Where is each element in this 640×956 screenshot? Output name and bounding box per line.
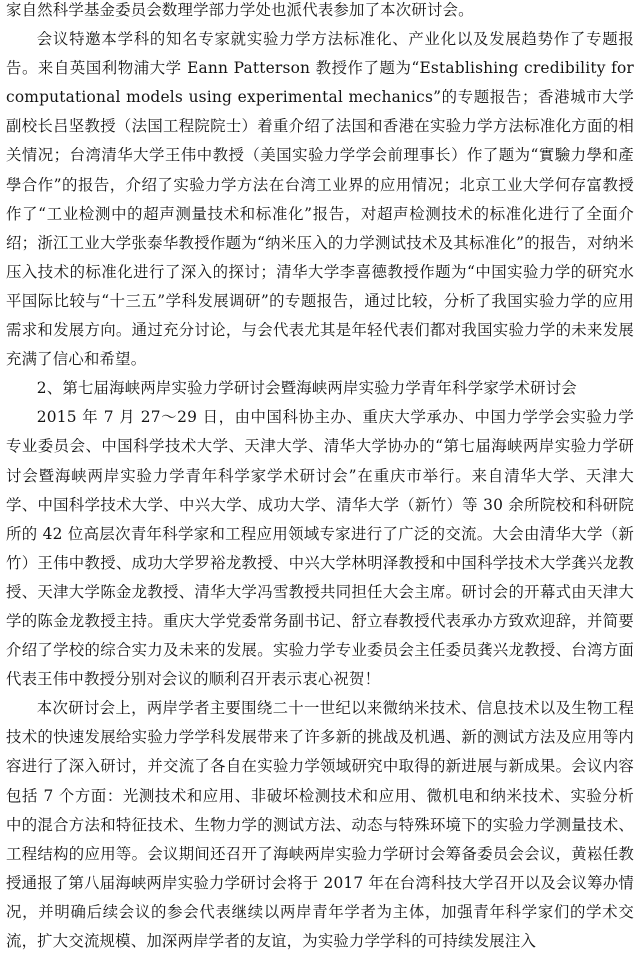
paragraph-symposium-topics: 本次研讨会上，两岸学者主要围绕二十一世纪以来微纳米技术、信息技术以及生物工程技术的快速发展给实验力学学科发展带来了许多新的挑战及机遇、新的测试方法及应用等内容进行了深入研讨，并交流了各自在实验力学领域研究中取得的新进展与新成果。会议内容包括 7 个方面：光测技术和应用、非破坏检测技术和应用、微机电和纳米技术、实验分析中的混合方法和特征技术、生物力学的测试方法、动态与特殊环境下的实验力学测量技术、工程结构的应用等。会议期间还召开了海峡两岸实验力学研讨会筹备委员会会议，黄崧任教授通报了第八届海峡两岸实验力学研讨会将于 2017 年在台湾科技大学召开以及会议筹办情况，并明确后续会议的参会代表继续以两岸青年学者为主体，加强青年科学家们的学术交流，扩大交流规模、加深两岸学者的友谊，为实验力学学科的可持续发展注入: [6, 699, 634, 950]
section-heading-seventh-symposium: 2、第七届海峡两岸实验力学研讨会暨海峡两岸实验力学青年科学家学术研讨会: [36, 379, 577, 398]
document-page: [6, 0, 634, 956]
paragraph-continuation: 家自然科学基金委员会数理学部力学处也派代表参加了本次研讨会。: [6, 1, 474, 19]
paragraph-symposium-overview: 2015 年 7 月 27～29 日，由中国科协主办、重庆大学承办、中国力学学会实验力学专业委员会、中国科学技术大学、天津大学、清华大学协办的“第七届海峡两岸实验力学研讨会暨海峡两岸实验力学青年科学家学术研讨会”在重庆市举行。来自清华大学、天津大学、中国科学技术大学、中兴大学、成功大学、清华大学（新竹）等 30 余所院校和科研院所的 42 位高层次青年科学家和工程应用领域专家进行了广泛的交流。大会由清华大学（新竹）王伟中教授、成功大学罗裕龙教授、中兴大学林明泽教授和中国科学技术大学龚兴龙教授、天津大学陈金龙教授、清华大学冯雪教授共同担任大会主席。研讨会的开幕式由天津大学的陈金龙教授主持。重庆大学党委常务副书记、舒立春教授代表承办方致欢迎辞，并简要介绍了学校的综合实力及未来的发展。实验力学专业委员会主任委员龚兴龙教授、台湾方面代表王伟中教授分别对会议的顺利召开表示衷心祝贺！: [6, 408, 634, 689]
paragraph-keynote-reports: 会议特邀本学科的知名专家就实验力学方法标准化、产业化以及发展趋势作了专题报告。来自英国利物浦大学 Eann Patterson 教授作了题为“Establishing credibility for computational models using experimental mechanics”的专题报告；香港城市大学副校长吕坚教授（法国工程院院士）着重介绍了法国和香港在实验力学方法标准化方面的相关情况；台湾清华大学王伟中教授（美国实验力学学会前理事长）作了题为“實驗力學和產學合作”的报告，介绍了实验力学方法在台湾工业界的应用情况；北京工业大学何存富教授作了“工业检测中的超声测量技术和标准化”报告，对超声检测技术的标准化进行了全面介绍；浙江工业大学张泰华教授作题为“纳米压入的力学测试技术及其标准化”的报告，对纳米压入技术的标准化进行了深入的探讨；清华大学李喜德教授作题为“中国实验力学的研究水平国际比较与“十三五”学科发展调研”的专题报告，通过比较，分析了我国实验力学的应用需求和发展方向。通过充分讨论，与会代表尤其是年轻代表们都对我国实验力学的未来发展充满了信心和希望。: [6, 30, 634, 369]
